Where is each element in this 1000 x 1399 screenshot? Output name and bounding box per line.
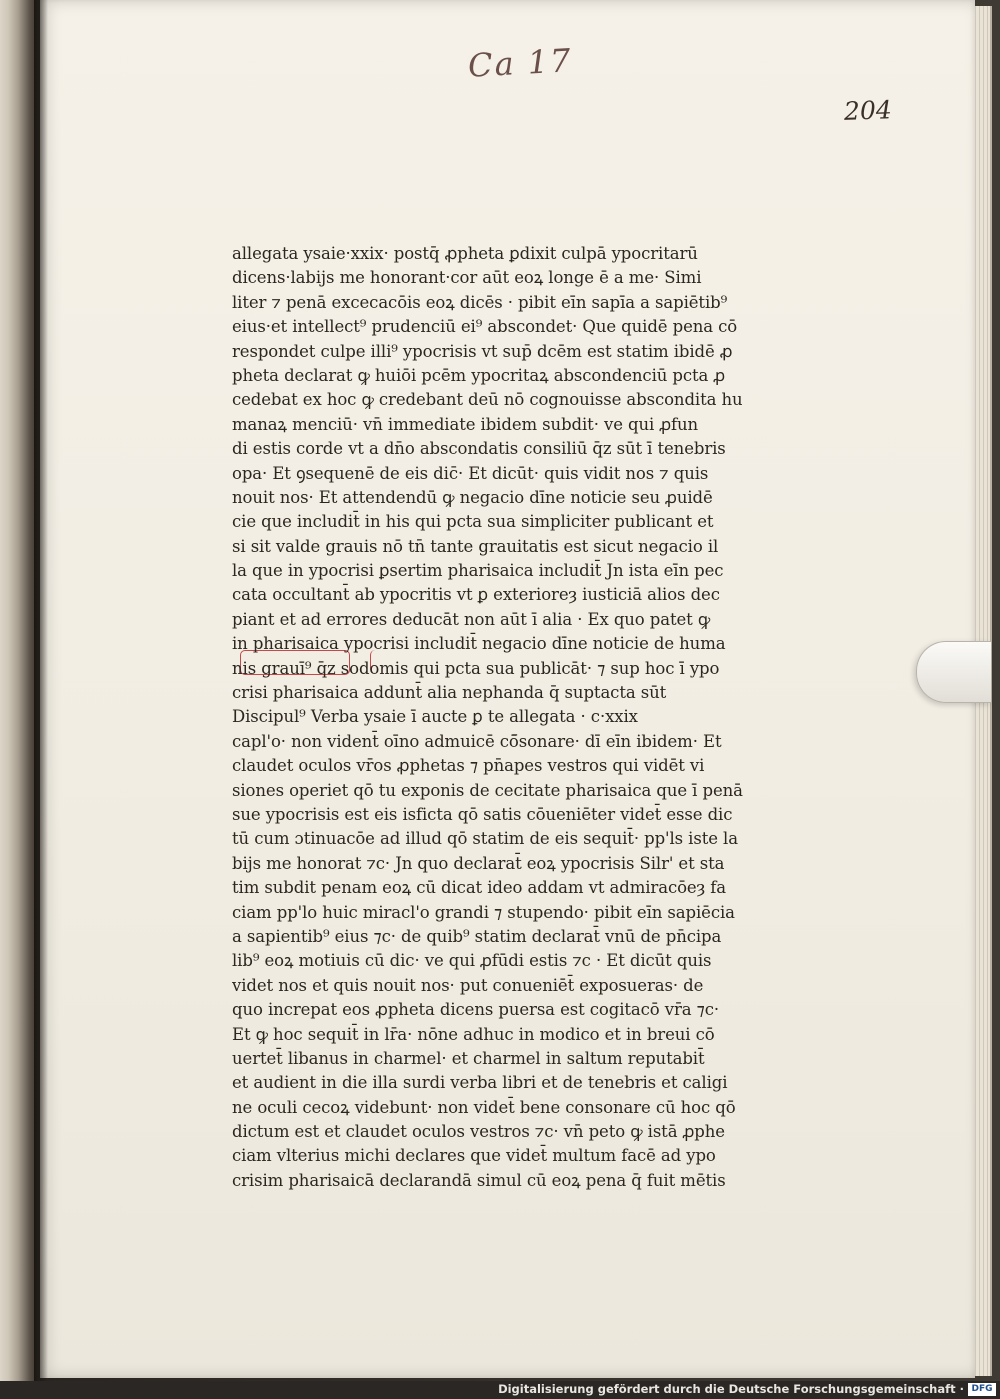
text-line: cedebat ex hoc ꝙ credebant deū nō cognouisse abscondita hu	[232, 390, 743, 410]
text-line: claudet oculos vr̄os ꝓphetas ⁊ pn̄apes vestros qui vidēt vi	[232, 756, 705, 776]
text-line: cie que includit̄ in his qui pcta sua simpliciter publicant et	[232, 512, 714, 532]
text-line: respondet culpe illi⁹ ypocrisis vt sup̄ dcēm est statim ibidē ꝓ	[232, 341, 733, 361]
text-line: liter ⁊ penā excecacōis eoꝝ dicēs · pibit eīn sapīa a sapiētib⁹	[232, 292, 728, 312]
text-line: bijs me honorat ⁊c· Jn quo declarat̄ eoꝝ ypocrisis Silr' et sta	[232, 853, 725, 873]
text-line: crisi pharisaica addunt̄ alia nephanda q̄ suptacta sūt	[232, 683, 667, 703]
text-column	[232, 242, 752, 1193]
text-line: quo increpat eos ꝓpheta dicens puersa est cogitacō vr̄a ⁊c·	[232, 1000, 720, 1020]
binding-shadow	[34, 0, 48, 1399]
text-line: et audient in die illa surdi verba libri et de tenebris et caligi	[232, 1073, 728, 1093]
text-line: Et ꝙ hoc sequit̄ in lr̄a· nōne adhuc in modico et in breui cō	[232, 1024, 715, 1044]
text-line: manaꝝ menciū· vn̄ immediate ibidem subdit· ve qui ꝓfun	[232, 414, 699, 434]
text-line: capl'o· non vident̄ oīno admuicē cō̄sonare· dī eīn ibidem· Et	[232, 731, 722, 751]
text-line: eius·et intellect⁹ prudenciū ei⁹ abscondet· Que quidē pena cō	[232, 317, 738, 337]
text-line: crisim pharisaicā declarandā simul cū eoꝝ pena q̄ fuit mētis	[232, 1170, 726, 1190]
text-line: sue ypocrisis est eis isficta qō satis cōueniēter videt̄ esse dic	[232, 804, 733, 824]
text-line: ciam pp'lo huic miracl'o grandi ⁊ stupendo· pibit eīn sapiēcia	[232, 902, 735, 922]
text-line: cata occultant̄ ab ypocritis vt ꝑ exterioreȝ iusticiā alios dec	[232, 585, 720, 605]
text-line: videt nos et quis nouit nos· put conueniēt̄ exposueras· de	[232, 975, 704, 995]
text-line: nis grauī⁹ q̄z sodomis qui pcta sua publicāt· ⁊ sup hoc ī ypo	[232, 658, 720, 678]
text-line: uertet̄ libanus in charmel· et charmel in saltum reputabit̄	[232, 1048, 705, 1068]
text-line: si sit valde grauis nō tn̄ tante grauitatis est sicut negacio il	[232, 536, 719, 556]
text-line: in pharisaica ypocrisi includit̄ negacio dīne noticie de huma	[232, 634, 726, 654]
text-line: dictum est et claudet oculos vestros ⁊c· vn̄ peto ꝙ istā ꝓphe	[232, 1122, 725, 1142]
text-line: nouit nos· Et attendendū ꝙ negacio dīne noticie seu ꝓuidē	[232, 487, 713, 507]
text-line: la que in ypocrisi ꝑsertim pharisaica includit̄ Jn ista eīn pec	[232, 561, 724, 581]
text-line: lib⁹ eoꝝ motiuis cū dic· ve qui ꝓfūdi estis ⁊c · Et dicūt quis	[232, 951, 712, 971]
text-line: dicens·labijs me honorant·cor aūt eoꝝ longe ē a me· Simi	[232, 268, 702, 288]
text-line: ciam vlterius michi declares que videt̄ multum facē ad ypo	[232, 1146, 716, 1166]
text-line: piant et ad errores deducāt non aūt ī alia · Ex quo patet ꝙ	[232, 609, 711, 629]
text-line: di estis corde vt a dn̄o abscondatis consiliū q̄z sūt ī tenebris	[232, 439, 726, 459]
text-line: opa· Et ꝯsequenē de eis dic̄· Et dicūt· quis vidit nos ⁊ quis	[232, 463, 709, 483]
text-line: allegata ysaie·xxix· postq̄ ꝓpheta ꝑdixit culpā ypocritarū	[232, 244, 698, 263]
text-line: ne oculi cecoꝝ videbunt· non videt̄ bene consonare cū hoc qō	[232, 1097, 736, 1117]
text-line: tū cum ɔtinuacōe ad illud qō statim de eis sequit̄· pp'ls iste la	[232, 829, 738, 849]
funding-note: Digitalisierung gefördert durch die Deutsche Forschungsgemeinschaft ·	[498, 1382, 964, 1396]
dfg-logo: DFG	[968, 1383, 996, 1396]
text-line: siones operiet qō tu exponis de cecitate pharisaica que ī penā	[232, 780, 743, 800]
text-line: tim subdit penam eoꝝ cū dicat ideo addam vt admiracōeȝ fa	[232, 878, 726, 898]
text-line: pheta declarat ꝙ huiōi pcēm ypocritaꝝ abscondenciū pcta ꝓ	[232, 365, 726, 385]
page-clip	[916, 641, 991, 703]
folio-number: 204	[843, 95, 893, 126]
text-line: Discipul⁹ Verba ysaie ī aucte ꝑ te allegata · c·xxix	[232, 707, 638, 727]
handwritten-note: Ca 17	[467, 41, 574, 85]
text-line: a sapientib⁹ eius ⁊c· de quib⁹ statim declarat̄ vnū de pn̄cipa	[232, 926, 722, 946]
